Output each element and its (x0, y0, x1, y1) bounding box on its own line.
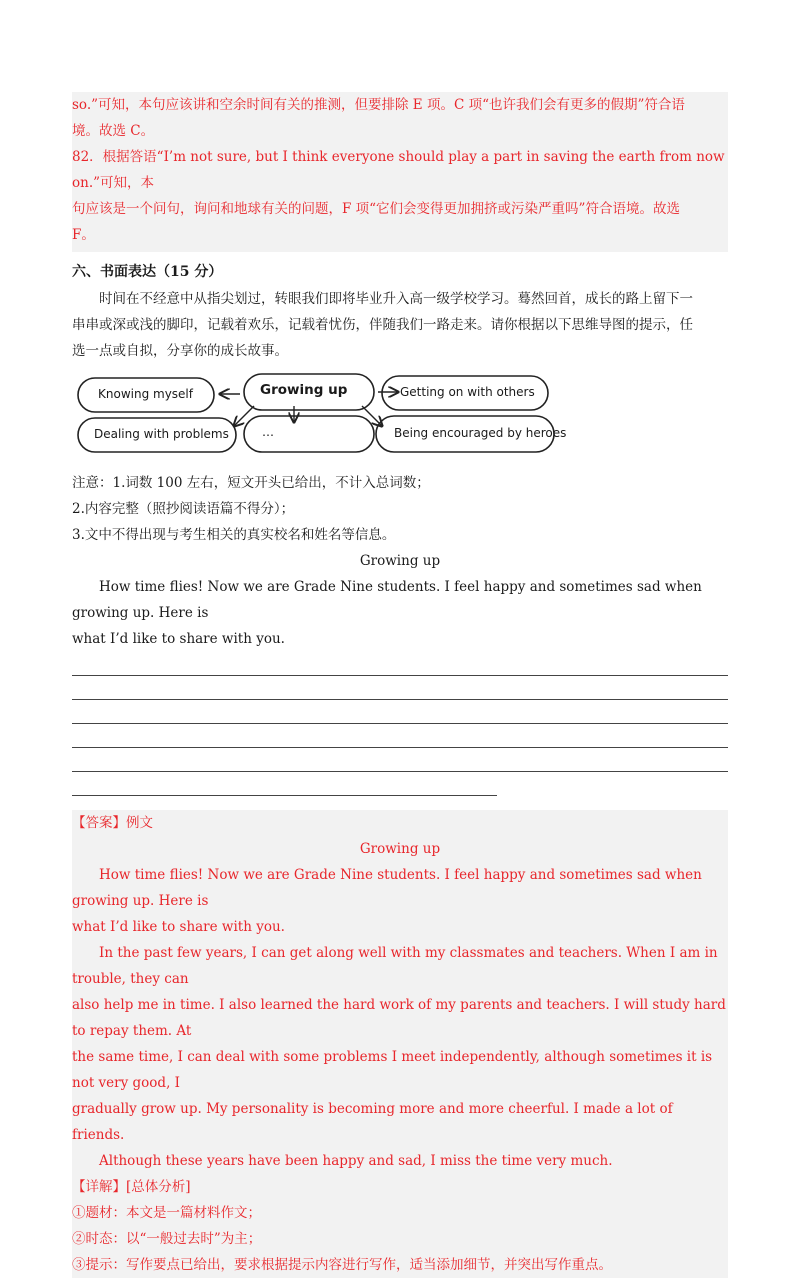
answer-line: also help me in time. I also learned the hard work of my parents and teachers. I will study hard to repay them. At (72, 997, 726, 1039)
previous-explanation (72, 92, 728, 252)
mind-map-getting-on: Getting on with others (400, 385, 535, 399)
q82-explanation-line: 句应该是一个问句，询问和地球有关的问题，F 项“它们会变得更加拥挤或污染严重吗”符合语境。故选 (72, 201, 680, 217)
answer-line: In the past few years, I can get along well with my classmates and teachers. When I am in trouble, they can (72, 945, 718, 987)
mind-map-ellipsis: … (262, 425, 274, 439)
prompt-line: 时间在不经意中从指尖划过，转眼我们即将毕业升入高一级学校学习。蓦然回首，成长的路上留下一 (99, 291, 693, 307)
section-title: 六、书面表达（15 分） (72, 264, 223, 280)
writing-line (72, 748, 728, 772)
answer-line: the same time, I can deal with some problems I meet independently, although sometimes it is not very good, I (72, 1049, 713, 1091)
mind-map-encouraged-by-heroes: Being encouraged by heroes (394, 426, 567, 440)
mind-map (72, 370, 728, 458)
answer-line: Although these years have been happy and sad, I miss the time very much. (99, 1153, 613, 1169)
answer-title: Growing up (359, 841, 441, 857)
answer-line: gradually grow up. My personality is becoming more and more cheerful. I made a lot of friends. (72, 1101, 673, 1143)
prompt-line: 串串或深或浅的脚印，记载着欢乐，记载着忧伤，伴随我们一路走来。请你根据以下思维导图的提示，任 (72, 317, 693, 333)
explanation-line: 境。故选 C。 (72, 123, 155, 139)
essay-start-line: How time flies! Now we are Grade Nine students. I feel happy and sometimes sad when growing up. Here is (72, 579, 702, 621)
note-line: 2.内容完整（照抄阅读语篇不得分）； (72, 501, 295, 517)
writing-lines (72, 652, 728, 796)
writing-line (72, 676, 728, 700)
detail-label: 【详解】[总体分析] (72, 1179, 191, 1195)
mind-map-knowing-myself: Knowing myself (98, 387, 193, 401)
answer-block (72, 810, 728, 1278)
note-line: 注意：1.词数 100 左右，短文开头已给出，不计入总词数； (72, 475, 430, 491)
arrow-to-dealing (234, 406, 254, 426)
essay-title: Growing up (359, 553, 441, 569)
answer-line: How time flies! Now we are Grade Nine students. I feel happy and sometimes sad when growing up. Here is (72, 867, 702, 909)
note-line: 3.文中不得出现与考生相关的真实校名和姓名等信息。 (72, 527, 396, 543)
answer-label: 【答案】例文 (72, 815, 153, 831)
mind-map-graphic (72, 370, 728, 458)
detail-line: ②时态：以“一般过去时”为主； (72, 1231, 262, 1247)
detail-line: ③提示：写作要点已给出，要求根据提示内容进行写作，适当添加细节，并突出写作重点。 (72, 1257, 612, 1273)
prompt-line: 选一点或自拟，分享你的成长故事。 (72, 343, 288, 359)
writing-line (72, 724, 728, 748)
mind-map-growing-up: Growing up (260, 382, 348, 398)
essay-start-line: what I’d like to share with you. (72, 631, 285, 647)
detail-line: ①题材：本文是一篇材料作文； (72, 1205, 261, 1221)
writing-line (72, 700, 728, 724)
writing-line (72, 772, 497, 796)
q82-explanation-line: F。 (72, 227, 95, 243)
explanation-line: so.”可知，本句应该讲和空余时间有关的推测，但要排除 E 项。C 项“也许我们会有更多的假期”符合语 (72, 97, 685, 113)
document-page (72, 92, 728, 1278)
writing-line (72, 652, 728, 676)
q82-explanation-line: 82．根据答语“I’m not sure, but I think everyone should play a part in saving the earth from now on.”可知，本 (72, 149, 725, 191)
mind-map-dealing-with-problems: Dealing with problems (94, 427, 229, 441)
arrow-to-heroes (362, 406, 382, 426)
answer-line: what I’d like to share with you. (72, 919, 285, 935)
